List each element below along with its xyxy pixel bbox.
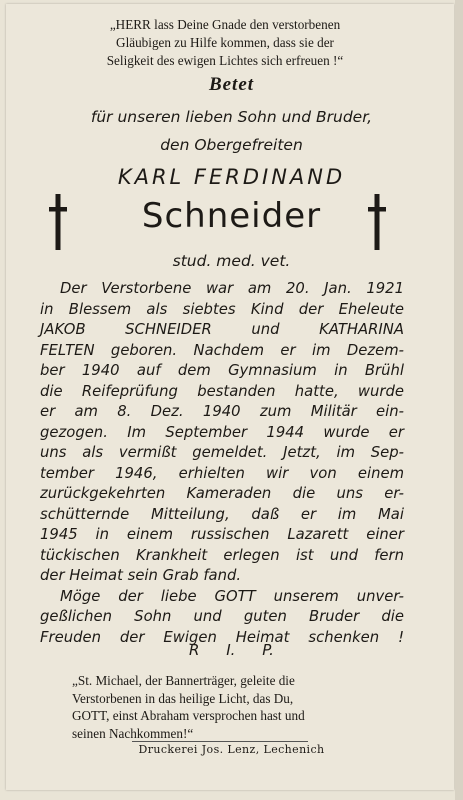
bio-line: tember 1946, erhielten wir von einem <box>40 464 404 482</box>
printer-imprint: Druckerei Jos. Lenz, Lechenich <box>138 743 325 756</box>
heading-betet: Betet <box>208 74 255 95</box>
bio-line: der Heimat sein Grab fand. <box>40 567 242 584</box>
bio-line: FELTEN geboren. Nachdem er im Dezem- <box>40 341 404 359</box>
bottom-quote-line: „St. Michael, der Bannerträger, geleite die <box>72 673 295 688</box>
bio-line: Möge der liebe GOTT unserem unver- <box>60 587 404 605</box>
bottom-quote-line: seinen Nachkommen!“ <box>72 725 194 741</box>
bottom-quote-line: GOTT, einst Abraham versprochen hast und <box>72 708 305 723</box>
top-quote-line: Seligkeit des ewigen Lichtes sich erfreuen !“ <box>106 53 344 68</box>
given-names: KARL FERDINAND <box>117 165 346 189</box>
bio-line: uns als vermißt gemeldet. Jetzt, im Sep- <box>40 444 404 461</box>
bio-line: JAKOB SCHNEIDER und KATHARINA <box>40 321 404 338</box>
bottom-quote-line: Verstorbenen in das heilige Licht, das Du, <box>72 690 294 706</box>
top-quote-line: „HERR lass Deine Gnade den verstorbenen <box>109 17 341 32</box>
bio-line: geßlichen Sohn und guten Bruder die <box>40 608 404 625</box>
bio-line: in Blessem als siebtes Kind der Eheleute <box>40 300 404 318</box>
surname: Schneider <box>141 196 322 236</box>
top-quote-line: Gläubigen zu Hilfe kommen, dass sie der <box>116 35 334 50</box>
bio-line: schütternde Mitteilung, daß er im Mai <box>40 505 404 523</box>
intro-line-1: für unseren lieben Sohn und Bruder, <box>90 108 373 126</box>
academic-title: stud. med. vet. <box>172 252 291 270</box>
intro-line-2: den Obergefreiten <box>160 136 303 154</box>
bio-line: ber 1940 auf dem Gymnasium in Brühl <box>40 362 404 379</box>
top-prayer-quote <box>40 16 410 70</box>
bio-line: er am 8. Dez. 1940 zum Militär ein- <box>40 403 404 420</box>
bio-line: zurückgekehrten Kameraden die uns er- <box>40 485 404 502</box>
biography-text <box>40 279 404 648</box>
divider-rule <box>132 741 308 742</box>
bio-line: gezogen. Im September 1944 wurde er <box>40 423 404 441</box>
rip-text: R I. P. <box>189 641 274 659</box>
bottom-prayer-quote <box>72 672 402 742</box>
bio-line: 1945 in einem russischen Lazarett einer <box>40 526 404 543</box>
bio-line: Der Verstorbene war am 20. Jan. 1921 <box>60 280 404 297</box>
bio-line: Freuden der Ewigen Heimat schenken ! <box>40 628 404 646</box>
bio-line: die Reifeprüfung bestanden hatte, wurde <box>40 382 404 400</box>
latin-cross-icon <box>368 194 386 250</box>
bio-line: tückischen Krankheit erlegen ist und fern <box>40 546 404 564</box>
